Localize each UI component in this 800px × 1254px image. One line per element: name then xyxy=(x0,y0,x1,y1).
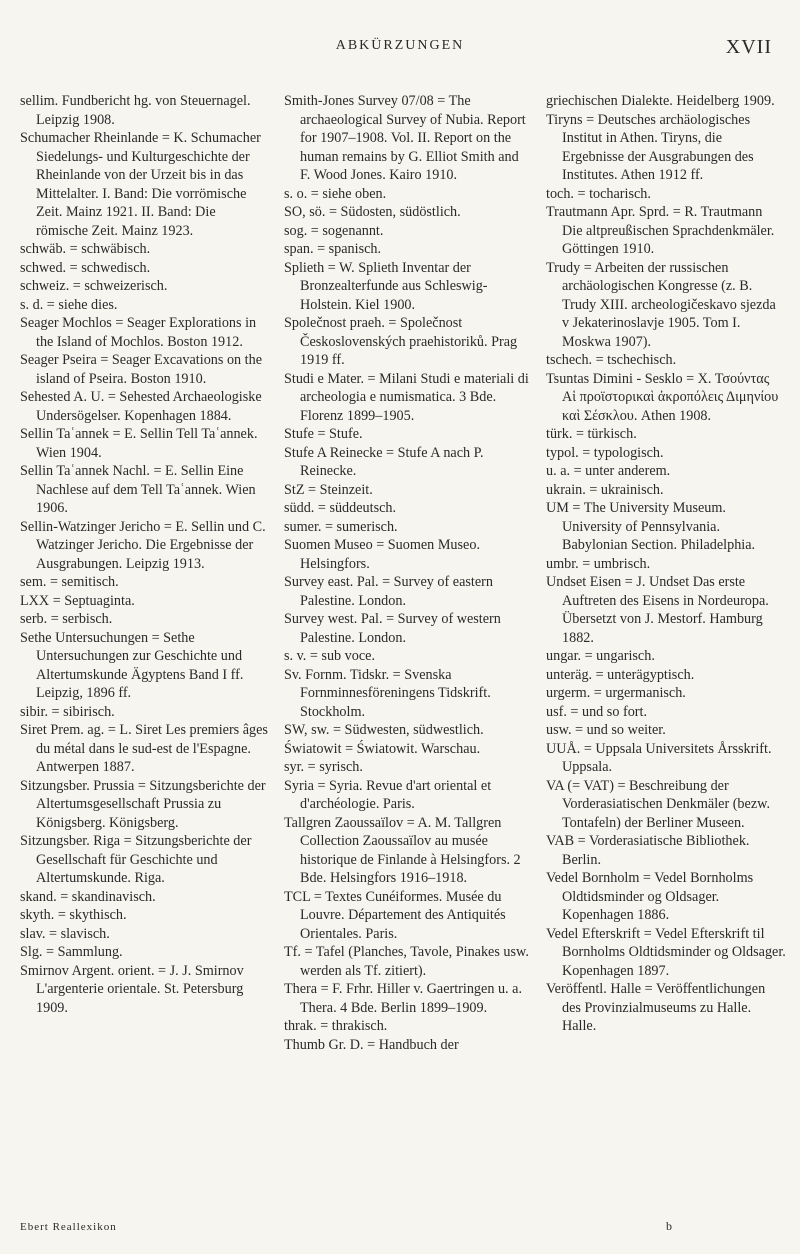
abbreviation-entry: tschech. = tschechisch. xyxy=(546,352,677,368)
abbreviation-entry: Sethe Untersuchungen = Sethe Untersuchungen zur Geschichte und Altertumskunde Ägyptens Band I ff. Leipzig, 1896 ff. xyxy=(20,629,244,701)
abbreviation-entry: Tiryns = Deutsches archäologisches Institut in Athen. Tiryns, die Ergebnisse der Ausgrabungen des Institutes. Athen 1912 ff. xyxy=(546,111,754,183)
abbreviation-entry: Studi e Mater. = Milani Studi e materiali di archeologia e numismatica. 3 Bde. Florenz 1899–1905. xyxy=(284,370,529,424)
abbreviation-entry: TCL = Textes Cunéiformes. Musée du Louvre. Département des Antiquités Orientales. Paris. xyxy=(284,888,506,942)
running-title: ABKÜRZUNGEN xyxy=(335,38,465,53)
abbreviation-entry: Splieth = W. Splieth Inventar der Bronzealterfunde aus Schleswig-Holstein. Kiel 1900. xyxy=(284,259,488,313)
abbreviation-entry: Seager Mochlos = Seager Explorations in the Island of Mochlos. Boston 1912. xyxy=(20,315,257,350)
abbreviation-entry: VA (= VAT) = Beschreibung der Vorderasiatischen Denkmäler (bezw. Tontafeln) der Berliner Museen. xyxy=(546,777,770,831)
abbreviation-entry: toch. = tocharisch. xyxy=(546,185,651,202)
abbreviation-entry: griechischen Dialekte. Heidelberg 1909. xyxy=(546,93,775,109)
abbreviation-entry: Survey east. Pal. = Survey of eastern Palestine. London. xyxy=(284,574,493,609)
abbreviation-entry: Sellin Taʿannek = E. Sellin Tell Taʿannek. Wien 1904. xyxy=(20,426,258,461)
abbreviation-entry: sem. = semitisch. xyxy=(20,574,119,590)
abbreviation-entry: Sellin-Watzinger Jericho = E. Sellin und C. Watzinger Jericho. Die Ergebnisse der Ausgrabungen. Leipzig 1913. xyxy=(20,518,266,572)
abbreviation-entry: syr. = syrisch. xyxy=(284,759,363,775)
abbreviation-entry: Seager Pseira = Seager Excavations on the island of Pseira. Boston 1910. xyxy=(20,352,263,387)
page-number: XVII xyxy=(725,36,772,58)
abbreviation-entry: Thera = F. Frhr. Hiller v. Gaertringen u. a. Thera. 4 Bde. Berlin 1899–1909. xyxy=(284,981,522,1016)
abbreviation-entry: Vedel Bornholm = Vedel Bornholms Oldtidsminder og Oldsager. Kopenhagen 1886. xyxy=(546,870,754,923)
abbreviation-entry: slav. = slavisch. xyxy=(20,925,110,942)
column-right xyxy=(546,92,786,1036)
abbreviation-entry: Trudy = Arbeiten der russischen archäologischen Kongresse (z. B. Trudy XIII. archeologičeskavo sjezda v Jekaterinoslavje 1905. Tom I. Moskwa 1907). xyxy=(546,259,776,350)
abbreviation-entry: usw. = und so weiter. xyxy=(546,722,666,738)
abbreviation-entry: typol. = typologisch. xyxy=(546,444,664,461)
page-header xyxy=(0,36,800,60)
abbreviation-entry: Schumacher Rheinlande = K. Schumacher Siedelungs- und Kulturgeschichte der Rheinlande von der Urzeit bis in das Mittelalter. I. Band: Die vorrömische Zeit. Mainz 1921. II. Band: Die römische Zeit. Mainz 1923. xyxy=(20,130,261,239)
abbreviation-entry: Syria = Syria. Revue d'art oriental et d'archéologie. Paris. xyxy=(284,777,492,812)
abbreviation-entry: serb. = serbisch. xyxy=(20,611,113,627)
footer-signature: Ebert Reallexikon xyxy=(20,1221,117,1233)
abbreviation-entry: Slg. = Sammlung. xyxy=(20,944,123,960)
abbreviation-entry: Sitzungsber. Prussia = Sitzungsberichte der Altertumsgesellschaft Prussia zu Königsberg. Königsberg. xyxy=(20,777,266,831)
abbreviation-entry: schweiz. = schweizerisch. xyxy=(20,278,168,294)
column-left xyxy=(20,92,268,1017)
abbreviation-entry: Tf. = Tafel (Planches, Tavole, Pinakes usw. werden als Tf. zitiert). xyxy=(284,944,529,979)
abbreviation-entry: s. o. = siehe oben. xyxy=(284,185,387,202)
footer-sheet-mark: b xyxy=(666,1219,672,1233)
abbreviation-entry: umbr. = umbrisch. xyxy=(546,555,651,572)
abbreviation-entry: Thumb Gr. D. = Handbuch der xyxy=(284,1036,459,1053)
abbreviation-entry: SW, sw. = Südwesten, südwestlich. xyxy=(284,722,484,738)
abbreviation-entry: UUÅ. = Uppsala Universitets Årsskrift. Uppsala. xyxy=(546,740,772,775)
abbreviation-entry: VAB = Vorderasiatische Bibliothek. Berlin. xyxy=(546,833,750,868)
abbreviation-entry: Tallgren Zaoussaïlov = A. M. Tallgren Collection Zaoussaïlov au musée historique de Finlande à Helsingfors. 2 Bde. Helsingfors 1916–1918. xyxy=(284,814,521,886)
abbreviation-entry: Światowit = Światowit. Warschau. xyxy=(284,740,481,757)
abbreviation-entry: Smirnov Argent. orient. = J. J. Smirnov L'argenterie orientale. St. Petersburg 1909. xyxy=(20,962,244,1016)
abbreviation-entry: Veröffentl. Halle = Veröffentlichungen des Provinzialmuseums zu Halle. Halle. xyxy=(546,981,766,1034)
abbreviation-entry: unteräg. = unterägyptisch. xyxy=(546,666,695,683)
abbreviation-entry: ungar. = ungarisch. xyxy=(546,648,655,664)
abbreviation-entry: ukrain. = ukrainisch. xyxy=(546,481,664,498)
abbreviation-entry: span. = spanisch. xyxy=(284,241,382,257)
abbreviation-entry: SO, sö. = Südosten, südöstlich. xyxy=(284,204,461,220)
abbreviation-entry: Vedel Efterskrift = Vedel Efterskrift til Bornholms Oldtidsminder og Oldsager. Kopenhagen 1897. xyxy=(546,925,786,979)
abbreviation-entry: StZ = Steinzeit. xyxy=(284,481,373,498)
abbreviation-entry: Siret Prem. ag. = L. Siret Les premiers âges du métal dans le sud-est de l'Espagne. Antwerpen 1887. xyxy=(20,722,268,775)
abbreviation-entry: s. v. = sub voce. xyxy=(284,648,376,664)
abbreviation-entry: Stufe = Stufe. xyxy=(284,426,363,442)
abbreviation-entry: Trautmann Apr. Sprd. = R. Trautmann Die altpreußischen Sprachdenkmäler. Göttingen 1910. xyxy=(546,204,775,257)
abbreviation-entry: UM = The University Museum. University of Pennsylvania. Babylonian Section. Philadelphia. xyxy=(546,500,756,553)
abbreviation-entry: Společnost praeh. = Společnost Československých praehistoriků. Prag 1919 ff. xyxy=(284,315,518,368)
abbreviation-entry: sog. = sogenannt. xyxy=(284,222,384,239)
abbreviation-entry: Survey west. Pal. = Survey of western Palestine. London. xyxy=(284,611,501,646)
abbreviation-entry: thrak. = thrakisch. xyxy=(284,1018,388,1034)
abbreviation-entry: sibir. = sibirisch. xyxy=(20,703,115,720)
abbreviation-entry: Sehested A. U. = Sehested Archaeologiske Undersögelser. Kopenhagen 1884. xyxy=(20,389,262,424)
abbreviation-entry: Smith-Jones Survey 07/08 = The archaeological Survey of Nubia. Report for 1907–1908. Vol. II. Report on the human remains by G. Elliot Smith and F. Wood Jones. Kairo 1910. xyxy=(284,93,526,183)
abbreviation-entry: schwed. = schwedisch. xyxy=(20,259,151,276)
abbreviation-entry: Sv. Fornm. Tidskr. = Svenska Fornminnesföreningens Tidskrift. Stockholm. xyxy=(284,666,491,720)
abbreviation-entry: usf. = und so fort. xyxy=(546,703,648,720)
abbreviation-entry: LXX = Septuaginta. xyxy=(20,592,135,609)
abbreviation-entry: Sitzungsber. Riga = Sitzungsberichte der Gesellschaft für Geschichte und Altertumskunde. Riga. xyxy=(20,833,252,886)
abbreviation-entry: urgerm. = urgermanisch. xyxy=(546,685,686,701)
abbreviation-entry: türk. = türkisch. xyxy=(546,426,637,442)
abbreviation-entry: schwäb. = schwäbisch. xyxy=(20,241,151,257)
abbreviation-entry: skand. = skandinavisch. xyxy=(20,888,156,905)
abbreviation-entry: s. d. = siehe dies. xyxy=(20,296,118,313)
abbreviation-entry: sumer. = sumerisch. xyxy=(284,518,398,535)
abbreviation-entry: Undset Eisen = J. Undset Das erste Auftreten des Eisens in Nordeuropa. Übersetzt von J. Mestorf. Hamburg 1882. xyxy=(546,574,769,646)
abbreviation-entry: Stufe A Reinecke = Stufe A nach P. Reinecke. xyxy=(284,444,484,479)
abbreviation-entry: Tsuntas Dimini - Sesklo = Χ. Τσούντας Αἱ προϊστορικαὶ ἀκροπόλεις Διμηνίου καὶ Σέσκλου. Athen 1908. xyxy=(546,370,779,424)
column-middle xyxy=(284,92,530,1054)
abbreviation-entry: Sellin Taʿannek Nachl. = E. Sellin Eine Nachlese auf dem Tell Taʿannek. Wien 1906. xyxy=(20,463,256,516)
abbreviation-entry: südd. = süddeutsch. xyxy=(284,500,397,516)
abbreviation-entry: Suomen Museo = Suomen Museo. Helsingfors. xyxy=(284,537,480,572)
abbreviation-entry: sellim. Fundbericht hg. von Steuernagel. Leipzig 1908. xyxy=(20,93,251,128)
abbreviation-entry: u. a. = unter anderem. xyxy=(546,463,671,479)
abbreviation-entry: skyth. = skythisch. xyxy=(20,907,127,923)
